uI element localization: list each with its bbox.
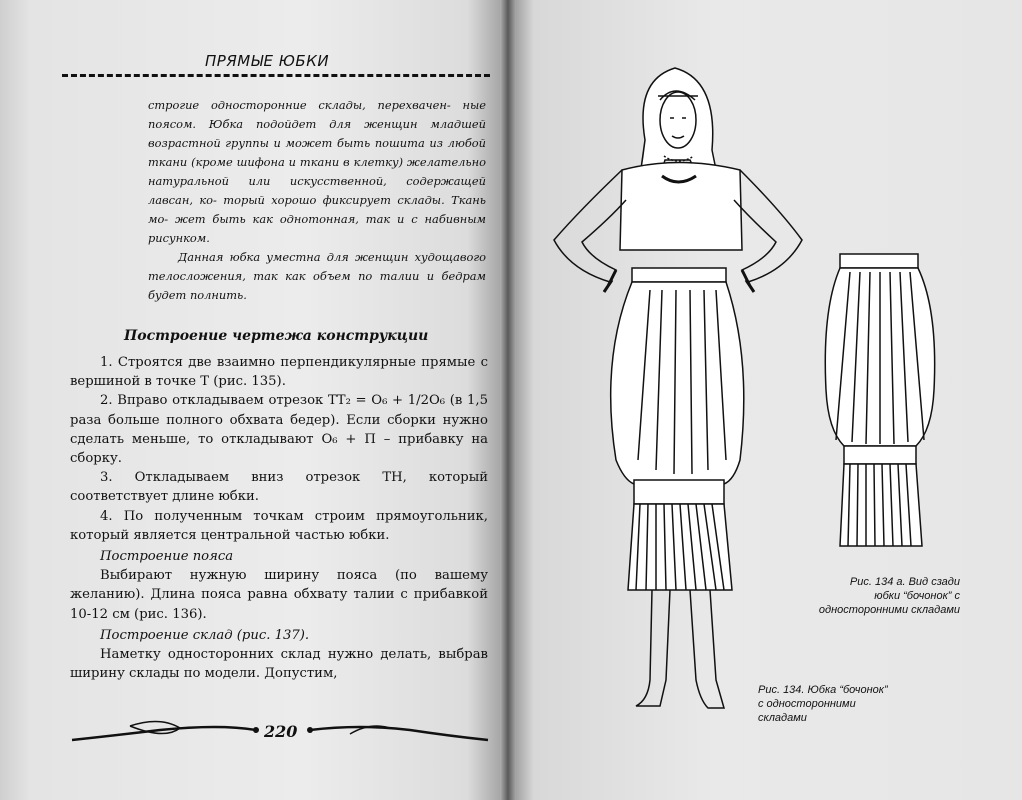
header-dashed-rule	[62, 74, 490, 77]
step-1: 1. Строятся две взаимно перпендикулярные прямые с вершиной в точке Т (рис. 135).	[70, 355, 488, 390]
pleats-paragraph: Наметку односторонних склад нужно делать, выбрав ширину склады по модели. Допустим,	[70, 647, 488, 682]
caption-fig-134: Рис. 134. Юбка “бочонок” с односторонними складами	[758, 684, 888, 724]
book-gutter	[500, 0, 516, 800]
step-4: 4. По полученным точкам строим прямоугольник, который является центральной частью юбки.	[70, 508, 488, 543]
subheading-pleats: Построение склад (рис. 137).	[100, 627, 310, 643]
belt-paragraph: Выбирают нужную ширину пояса (по вашему желанию). Длина пояса равна обхвату талии с прибавкой 10-12 см (рис. 136).	[70, 568, 488, 622]
body-text	[70, 353, 488, 683]
page-number: 220	[264, 722, 298, 741]
running-header: ПРЯМЫЕ ЮБКИ	[205, 52, 330, 70]
intro-paragraph-1: строгие односторонние склады, перехвачен- ные поясом. Юбка подойдет для женщин младшей возрастной группы и может быть пошита из любой ткани (кроме шифона и ткани в клетку) желательно натуральной или искусственной, содержащей лавсан, ко- торый хорошо фиксирует склады. Ткань мо- жет быть как однотонная, так и с набивным рисунком.	[148, 98, 487, 245]
figure-134a-skirt-back-view	[820, 250, 940, 560]
subheading-belt: Построение пояса	[100, 549, 234, 565]
intro-text	[148, 96, 486, 305]
step-3: 3. Откладываем вниз отрезок ТН, который соответствует длине юбки.	[70, 470, 488, 505]
section-heading: Построение чертежа конструкции	[124, 328, 429, 344]
step-2: 2. Вправо откладываем отрезок ТТ₂ = О₆ + 1/2О₆ (в 1,5 раза больше полного обхвата бедер). Если сборки нужно сделать меньше, то откладывают О₆ + П – прибавку на сборку.	[70, 393, 488, 467]
intro-paragraph-2: Данная юбка уместна для женщин худощавого телосложения, так как объем по талии и бедрам будет полнить.	[148, 250, 486, 302]
caption-fig-134a: Рис. 134 а. Вид сзади юбки “бочонок” с односторонними складами	[818, 576, 960, 616]
figure-134-woman-illustration	[540, 60, 810, 720]
